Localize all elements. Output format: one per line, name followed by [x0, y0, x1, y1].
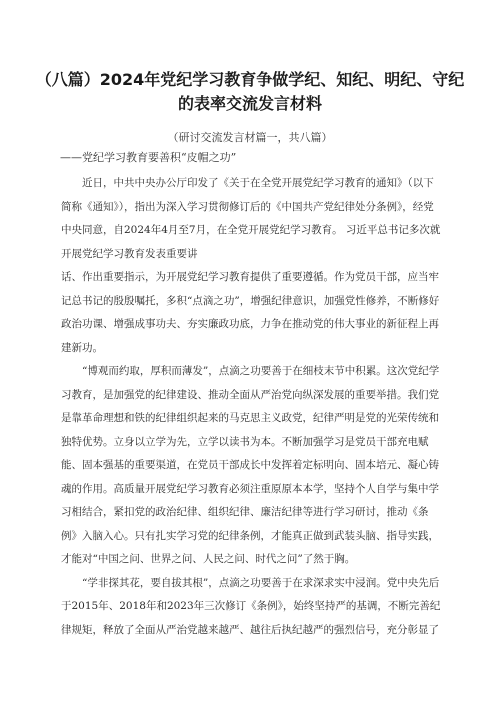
document-subtitle: （研讨交流发言材篇一，共八篇） — [167, 131, 333, 144]
document-title-line-1: （八篇）2024年党纪学习教育争做学纪、知纪、明纪、守纪 — [35, 70, 465, 89]
document-theme-line: ——党纪学习教育要善积“皮帽之功” — [60, 151, 237, 164]
body-paragraph-1: 近日，中共中央办公厅印发了《关于在全党开展党纪学习教育的通知》（以下简称《通知》），指出为深入学习贯彻修订后的《中国共产党纪律处分条例》，经党中央同意，自2024年4月至7月，在全党开展党纪学习教育。 习近平总书记多次就开展党纪学习教育发表重要讲 — [61, 177, 441, 260]
document-title — [20, 68, 480, 116]
document-title-line-2: 的表率交流发言材料 — [177, 94, 322, 113]
body-paragraph-3: “博观而约取，厚积而薄发”，点滴之功要善于在细枝末节中积累。这次党纪学习教育，是加强党的纪律建设、推动全面从严治党向纵深发展的重要举措。我们党是靠革命理想和铁的纪律组织起来的马克思主义政党，纪律严明是党的光荣传统和独特优势。立身以立学为先，立学以读书为本。不断加强学习是党员干部充电赋能、固本强基的重要渠道，在党员干部成长中发挥着定标明向、固本培元、凝心铸魂的作用。高质量开展党纪学习教育必须注重原原本本学，坚持个人自学与集中学习相结合，紧扣党的政治纪律、组织纪律、廉洁纪律等进行学习研讨，推动《条例》入脑入心。只有扎实学习党的纪律条例，才能真正做到武装头脑、指导实践，才能对“中国之问、世界之问、人民之问、时代之问”了然于胸。 — [61, 365, 440, 565]
body-paragraph-4: “学非探其花，要自拔其根”，点滴之功要善于在求深求实中浸润。党中央先后于2015年、2018年和2023年三次修订《条例》，始终坚持严的基调，不断完善纪律规矩，释放了全面从严治党越来越严、越往后执纪越严的强烈信号，充分彰显了 — [61, 576, 441, 636]
document-body — [61, 172, 441, 642]
body-paragraph-2: 话、作出重要指示，为开展党纪学习教育提供了重要遵循。作为党员干部，应当牢记总书记的殷殷嘱托，多积“点滴之功”，增强纪律意识，加强党性修养，不断修好政治功课、增强成事功夫、夯实廉政功底，力争在推动党的伟大事业的新征程上再建新功。 — [61, 271, 440, 354]
